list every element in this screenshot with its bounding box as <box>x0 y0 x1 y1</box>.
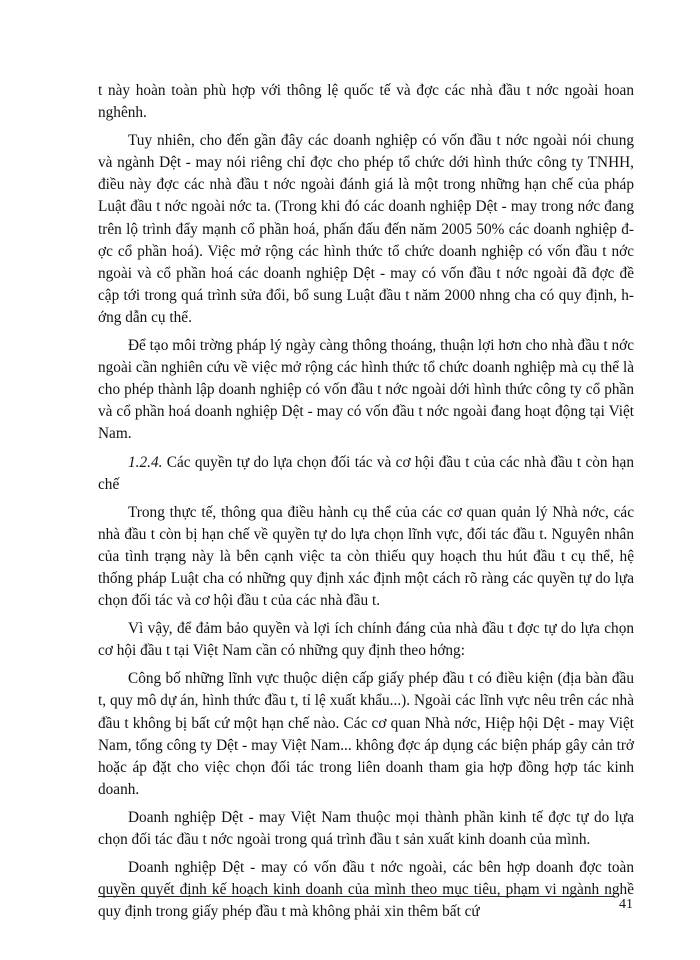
page-number: 41 <box>619 897 633 912</box>
footer-divider <box>98 896 615 897</box>
section-heading-text: Các quyền tự do lựa chọn đối tác và cơ hội đầu t của các nhà đầu t còn hạn chế <box>98 453 634 493</box>
paragraph-vietnam-enterprises: Doanh nghiệp Dệt - may Việt Nam thuộc mọi thành phần kinh tế đợc tự do lựa chọn đối tác đầu t nớc ngoài trong quá trình đầu t sản xuất kinh doanh của mình. <box>98 808 634 848</box>
paragraph-continuation: t này hoàn toàn phù hợp với thông lệ quốc tế và đợc các nhà đầu t nớc ngoài hoan nghênh. <box>98 82 634 122</box>
paragraph-in-practice: Trong thực tế, thông qua điều hành cụ thể của các cơ quan quản lý Nhà nớc, các nhà đầu t còn bị hạn chế về quyền tự do lựa chọn lĩnh vực, đối tác đầu t. Nguyên nhân của tình trạng này là bên cạnh việc ta còn thiếu quy hoạch thu hút đầu t cụ thể, hệ thống pháp Luật cha có những quy định xác định một cách rõ ràng các quyền tự do lựa chọn đối tác và cơ hội đầu t của các nhà đầu t. <box>98 503 634 610</box>
paragraph-enterprise-forms: Tuy nhiên, cho đến gần đây các doanh nghiệp có vốn đầu t nớc ngoài nói chung và ngành Dệt - may nói riêng chỉ đợc cho phép tổ chức dới hình thức công ty TNHH, điều này đợc các nhà đầu t nớc ngoài đánh giá là một trong những hạn chế của pháp Luật đầu t nớc ngoài nớc ta. (Trong khi đó các doanh nghiệp Dệt - may trong nớc đang trên lộ trình đẩy mạnh cổ phần hoá, phấn đấu đến năm 2005 50% các doanh nghiệp đợc cổ phần hoá). Việc mở rộng các hình thức tổ chức doanh nghiệp có vốn đầu t nớc ngoài và cổ phần hoá các doanh nghiệp Dệt - may có vốn đầu t nớc ngoài đã đợc đề cập tới trong quá trình sửa đổi, bổ sung Luật đầu t năm 2000 nhng cha có quy định, hớng dẫn cụ thể. <box>98 132 634 326</box>
paragraph-announce-sectors: Công bố những lĩnh vực thuộc diện cấp giấy phép đầu t có điều kiện (địa bàn đầu t, quy mô dự án, hình thức đầu t, tỉ lệ xuất khẩu...). Ngoài các lĩnh vực nêu trên các nhà đầu t không bị bất cứ một hạn chế nào. Các cơ quan Nhà nớc, Hiệp hội Dệt - may Việt Nam, tổng công ty Dệt - may Việt Nam... không đợc áp dụng các biện pháp gây cản trở hoặc áp đặt cho việc chọn đối tác trong liên doanh tham gia hợp đồng hợp tác kinh doanh. <box>98 670 634 798</box>
paragraph-therefore: Vì vậy, để đảm bảo quyền và lợi ích chính đáng của nhà đầu t đợc tự do lựa chọn cơ hội đầu t tại Việt Nam cần có những quy định theo hớng: <box>98 620 634 660</box>
section-heading-1-2-4 <box>98 452 634 496</box>
paragraph-legal-environment: Để tạo môi trờng pháp lý ngày càng thông thoáng, thuận lợi hơn cho nhà đầu t nớc ngoài cần nghiên cứu về việc mở rộng các hình thức tổ chức doanh nghiệp mà cụ thể là cho phép thành lập doanh nghiệp có vốn đầu t nớc ngoài dới hình thức công ty cổ phần và cổ phần hoá doanh nghiệp Dệt - may có vốn đầu t nớc ngoài đang hoạt động tại Việt Nam. <box>98 337 634 443</box>
section-number: 1.2.4. <box>128 453 163 471</box>
paragraph-fdi-enterprises: Doanh nghiệp Dệt - may có vốn đầu t nớc ngoài, các bên hợp doanh đợc toàn quyền quyết định kế hoạch kinh doanh của mình theo mục tiêu, phạm vi ngành nghề quy định trong giấy phép đầu t mà không phải xin thêm bất cứ <box>98 859 634 921</box>
document-body <box>98 80 634 929</box>
